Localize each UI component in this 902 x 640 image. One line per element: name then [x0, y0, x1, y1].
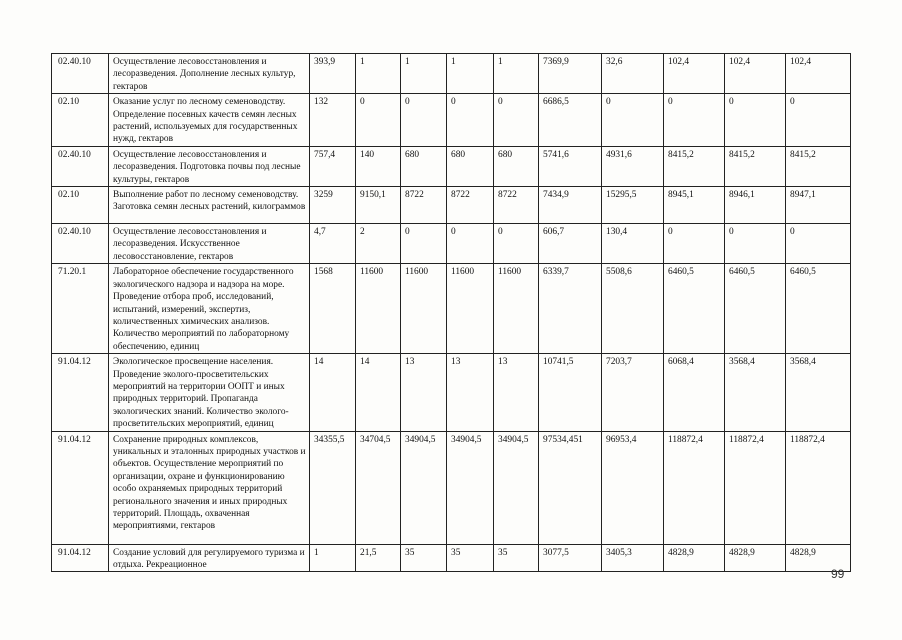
cell-value: 8415,2 [664, 146, 725, 186]
cell-value: 8722 [401, 187, 447, 224]
table-row [52, 264, 851, 354]
cell-value: 0 [401, 94, 447, 147]
cell-value: 11600 [356, 264, 401, 354]
cell-value: 9150,1 [356, 187, 401, 224]
cell-value: 34355,5 [310, 431, 356, 544]
cell-code: 02.10 [52, 94, 109, 147]
cell-value: 102,4 [664, 54, 725, 94]
cell-value: 118872,4 [786, 431, 851, 544]
cell-value: 0 [786, 94, 851, 147]
cell-value: 118872,4 [664, 431, 725, 544]
cell-value: 6460,5 [725, 264, 786, 354]
cell-value: 6460,5 [664, 264, 725, 354]
cell-description: Сохранение природных комплексов, уникальных и эталонных природных участков и объектов. Осуществление мероприятий по организации, охране и функционированию особо охраняемых природных территорий регионального значения и иных природных территорий. Площадь, охваченная мероприятиями, гектаров [109, 431, 310, 544]
cell-code: 71.20.1 [52, 264, 109, 354]
cell-value: 13 [401, 354, 447, 431]
cell-value: 34904,5 [401, 431, 447, 544]
cell-value: 3259 [310, 187, 356, 224]
cell-value: 6339,7 [539, 264, 602, 354]
table-body [52, 54, 851, 572]
cell-value: 6460,5 [786, 264, 851, 354]
cell-description: Лабораторное обеспечение государственного экологического надзора и надзора на море. Проведение отбора проб, исследований, испытаний, измерений, экспертиз, количественных химических анализов. Количество мероприятий по лабораторному обеспечению, единиц [109, 264, 310, 354]
table-row [52, 431, 851, 544]
cell-value: 4828,9 [725, 544, 786, 572]
cell-value: 680 [447, 146, 494, 186]
cell-value: 0 [494, 94, 539, 147]
cell-value: 0 [786, 224, 851, 264]
cell-value: 3077,5 [539, 544, 602, 572]
cell-value: 102,4 [725, 54, 786, 94]
cell-value: 11600 [494, 264, 539, 354]
cell-value: 6686,5 [539, 94, 602, 147]
cell-value: 15295,5 [602, 187, 664, 224]
cell-value: 132 [310, 94, 356, 147]
cell-value: 11600 [401, 264, 447, 354]
cell-value: 606,7 [539, 224, 602, 264]
cell-description: Оказание услуг по лесному семеноводству. Определение посевных качеств семян лесных растений, используемых для государственных нужд, гектаров [109, 94, 310, 147]
cell-value: 97534,451 [539, 431, 602, 544]
table-row [52, 544, 851, 572]
cell-value: 0 [725, 94, 786, 147]
cell-value: 0 [447, 94, 494, 147]
cell-value: 14 [310, 354, 356, 431]
page-number: 99 [831, 567, 845, 581]
cell-value: 140 [356, 146, 401, 186]
cell-value: 1 [356, 54, 401, 94]
cell-value: 35 [494, 544, 539, 572]
cell-value: 8946,1 [725, 187, 786, 224]
cell-value: 8945,1 [664, 187, 725, 224]
table-row [52, 187, 851, 224]
cell-value: 8722 [494, 187, 539, 224]
cell-value: 757,4 [310, 146, 356, 186]
cell-value: 0 [602, 94, 664, 147]
cell-value: 6068,4 [664, 354, 725, 431]
cell-description: Выполнение работ по лесному семеноводству. Заготовка семян лесных растений, килограммов [109, 187, 310, 224]
cell-value: 680 [401, 146, 447, 186]
data-table [51, 53, 851, 572]
cell-value: 3568,4 [786, 354, 851, 431]
cell-value: 1 [447, 54, 494, 94]
cell-value: 130,4 [602, 224, 664, 264]
cell-value: 32,6 [602, 54, 664, 94]
cell-code: 02.40.10 [52, 54, 109, 94]
cell-value: 0 [664, 94, 725, 147]
cell-value: 0 [725, 224, 786, 264]
cell-description: Создание условий для регулируемого туризма и отдыха. Рекреационное [109, 544, 310, 572]
cell-value: 8947,1 [786, 187, 851, 224]
cell-value: 8415,2 [725, 146, 786, 186]
cell-value: 1 [310, 544, 356, 572]
cell-description: Осуществление лесовосстановления и лесоразведения. Подготовка почвы под лесные культуры, гектаров [109, 146, 310, 186]
cell-value: 2 [356, 224, 401, 264]
cell-value: 8415,2 [786, 146, 851, 186]
cell-value: 0 [494, 224, 539, 264]
cell-value: 7434,9 [539, 187, 602, 224]
cell-value: 14 [356, 354, 401, 431]
cell-value: 10741,5 [539, 354, 602, 431]
cell-value: 118872,4 [725, 431, 786, 544]
cell-value: 13 [494, 354, 539, 431]
cell-value: 7369,9 [539, 54, 602, 94]
cell-value: 11600 [447, 264, 494, 354]
cell-value: 3568,4 [725, 354, 786, 431]
cell-code: 02.10 [52, 187, 109, 224]
cell-value: 4828,9 [786, 544, 851, 572]
cell-code: 02.40.10 [52, 146, 109, 186]
cell-value: 34704,5 [356, 431, 401, 544]
cell-value: 21,5 [356, 544, 401, 572]
cell-code: 91.04.12 [52, 354, 109, 431]
cell-value: 0 [401, 224, 447, 264]
cell-value: 0 [447, 224, 494, 264]
cell-code: 91.04.12 [52, 544, 109, 572]
cell-value: 8722 [447, 187, 494, 224]
cell-description: Экологическое просвещение населения. Проведение эколого-просветительских мероприятий на территории ООПТ и иных природных территорий. Пропаганда экологических знаний. Количество эколого-просветительских мероприятий, единиц [109, 354, 310, 431]
cell-value: 393,9 [310, 54, 356, 94]
table-row [52, 224, 851, 264]
cell-value: 4828,9 [664, 544, 725, 572]
cell-value: 5508,6 [602, 264, 664, 354]
cell-value: 4931,6 [602, 146, 664, 186]
cell-value: 1568 [310, 264, 356, 354]
cell-code: 02.40.10 [52, 224, 109, 264]
cell-value: 96953,4 [602, 431, 664, 544]
cell-code: 91.04.12 [52, 431, 109, 544]
cell-description: Осуществление лесовосстановления и лесоразведения. Дополнение лесных культур, гектаров [109, 54, 310, 94]
cell-value: 0 [356, 94, 401, 147]
cell-value: 1 [494, 54, 539, 94]
cell-value: 680 [494, 146, 539, 186]
cell-value: 35 [447, 544, 494, 572]
cell-value: 4,7 [310, 224, 356, 264]
table-row [52, 354, 851, 431]
cell-value: 34904,5 [447, 431, 494, 544]
cell-value: 3405,3 [602, 544, 664, 572]
table-row [52, 54, 851, 94]
cell-description: Осуществление лесовосстановления и лесоразведения. Искусственное лесовосстановление, гектаров [109, 224, 310, 264]
cell-value: 102,4 [786, 54, 851, 94]
cell-value: 13 [447, 354, 494, 431]
cell-value: 7203,7 [602, 354, 664, 431]
cell-value: 34904,5 [494, 431, 539, 544]
cell-value: 35 [401, 544, 447, 572]
table-row [52, 146, 851, 186]
cell-value: 0 [664, 224, 725, 264]
cell-value: 5741,6 [539, 146, 602, 186]
cell-value: 1 [401, 54, 447, 94]
table-row [52, 94, 851, 147]
